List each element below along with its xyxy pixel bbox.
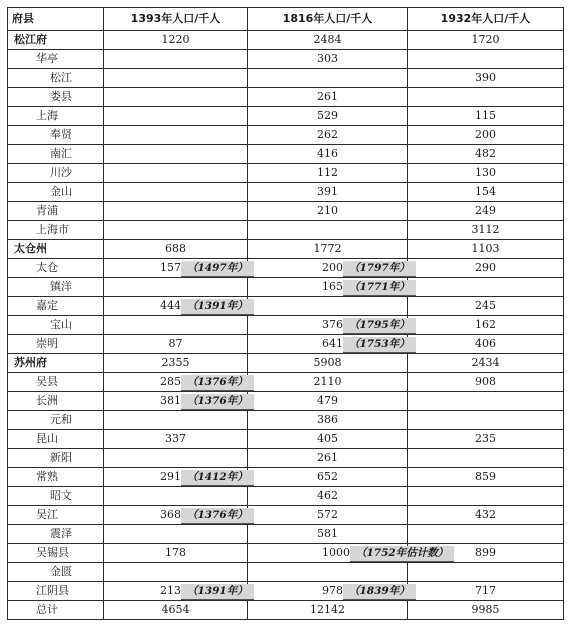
cell-population-1816: [248, 582, 408, 601]
cell-population-1816: [248, 392, 408, 411]
row-name: 昭文: [8, 487, 104, 506]
population-value: 5908: [313, 356, 342, 369]
header-population-1393: 1393年人口/千人: [104, 8, 248, 31]
year-note: （1497年）: [181, 261, 254, 277]
cell-population-1393: [104, 202, 248, 221]
population-value: 3112: [471, 223, 500, 236]
table-row: [8, 449, 564, 468]
population-value: 859: [475, 470, 496, 483]
table-row: [8, 582, 564, 601]
cell-population-1816: [248, 373, 408, 392]
header-population-1816: 1816年人口/千人: [248, 8, 408, 31]
population-value: 261: [317, 451, 338, 464]
cell-population-1932: [408, 145, 564, 164]
table-row: [8, 278, 564, 297]
population-value: 291: [160, 470, 181, 483]
cell-population-1932: [408, 392, 564, 411]
cell-population-1393: [104, 525, 248, 544]
cell-population-1816: [248, 107, 408, 126]
row-name: 昆山: [8, 430, 104, 449]
table-row: [8, 145, 564, 164]
cell-population-1932: [408, 278, 564, 297]
cell-population-1816: [248, 544, 449, 563]
table-row: [8, 354, 564, 373]
cell-population-1816: [248, 50, 408, 69]
population-value: 1103: [471, 242, 500, 255]
cell-population-1816: [248, 316, 408, 335]
cell-population-1393: [104, 183, 248, 202]
cell-population-1393: [104, 145, 248, 164]
population-value: 162: [475, 318, 496, 331]
table-row: [8, 107, 564, 126]
cell-population-1816: [248, 164, 408, 183]
table-row: [8, 126, 564, 145]
cell-population-1393: [104, 240, 248, 259]
table-row: [8, 506, 564, 525]
population-value: 157: [160, 261, 181, 274]
cell-population-1393: [104, 373, 248, 392]
row-name: 奉贤: [8, 126, 104, 145]
row-name: 川沙: [8, 164, 104, 183]
cell-population-1816: [248, 411, 408, 430]
table-row: [8, 430, 564, 449]
cell-population-1932: [408, 582, 564, 601]
population-value: 1220: [161, 33, 190, 46]
cell-population-1816: [248, 88, 408, 107]
row-name: 宝山: [8, 316, 104, 335]
population-value: 112: [317, 166, 338, 179]
cell-population-1932: [408, 430, 564, 449]
population-value: 462: [317, 489, 338, 502]
cell-population-1932: [408, 563, 564, 582]
table-row: [8, 31, 564, 50]
cell-population-1393: [104, 69, 248, 88]
header-row: [8, 8, 564, 31]
population-value: 482: [475, 147, 496, 160]
cell-population-1393: [104, 430, 248, 449]
table-row: [8, 487, 564, 506]
cell-population-1393: [104, 126, 248, 145]
population-value: 115: [475, 109, 496, 122]
row-name: 吴县: [8, 373, 104, 392]
row-name: 元和: [8, 411, 104, 430]
cell-population-1393: [104, 31, 248, 50]
cell-population-1393: [104, 316, 248, 335]
year-note: （1412年）: [181, 470, 254, 486]
cell-population-1393: [104, 563, 248, 582]
row-name: 江阴县: [8, 582, 104, 601]
population-value: 2434: [471, 356, 500, 369]
cell-population-1932: [408, 202, 564, 221]
cell-population-1816: [248, 221, 408, 240]
population-value: 444: [160, 299, 181, 312]
cell-population-1393: [104, 164, 248, 183]
cell-population-1932: [408, 487, 564, 506]
population-value: 87: [168, 337, 183, 350]
population-value: 381: [160, 394, 181, 407]
population-value: 405: [317, 432, 338, 445]
table-row: [8, 240, 564, 259]
population-value: 235: [475, 432, 496, 445]
population-value: 262: [317, 128, 338, 141]
cell-population-1816: [248, 240, 408, 259]
row-name: 新阳: [8, 449, 104, 468]
row-name: 崇明: [8, 335, 104, 354]
cell-population-1816: [248, 259, 408, 278]
cell-population-1932: [408, 525, 564, 544]
table-row: [8, 50, 564, 69]
table-row: [8, 411, 564, 430]
population-value: 641: [322, 337, 343, 350]
population-value: 2110: [313, 375, 342, 388]
row-name: 吴江: [8, 506, 104, 525]
population-value: 432: [475, 508, 496, 521]
cell-population-1393: [104, 601, 248, 620]
table-row: [8, 335, 564, 354]
population-value: 390: [475, 71, 496, 84]
row-name: 长洲: [8, 392, 104, 411]
row-name: 苏州府: [8, 354, 104, 373]
cell-population-1816: [248, 563, 408, 582]
table-row: [8, 259, 564, 278]
population-value: 261: [317, 90, 338, 103]
population-table-sheet: [7, 7, 563, 619]
population-value: 1772: [313, 242, 342, 255]
cell-population-1393: [104, 411, 248, 430]
cell-population-1816: [248, 449, 408, 468]
cell-population-1932: [408, 31, 564, 50]
population-value: 386: [317, 413, 338, 426]
row-name: 华亭: [8, 50, 104, 69]
header-population-1932: 1932年人口/千人: [408, 8, 564, 31]
population-value: 12142: [310, 603, 345, 616]
cell-population-1932: [408, 316, 564, 335]
population-value: 908: [475, 375, 496, 388]
population-value: 717: [475, 584, 496, 597]
table-row: [8, 221, 564, 240]
population-value: 416: [317, 147, 338, 160]
row-name: 吴锡县: [8, 544, 104, 563]
cell-population-1816: [248, 601, 408, 620]
population-value: 200: [475, 128, 496, 141]
cell-population-1816: [248, 468, 408, 487]
cell-population-1932: [408, 126, 564, 145]
population-value: 1720: [471, 33, 500, 46]
cell-population-1932: [408, 506, 564, 525]
cell-population-1393: [104, 88, 248, 107]
population-value: 200: [322, 261, 343, 274]
population-value: 688: [165, 242, 186, 255]
population-value: 376: [322, 318, 343, 331]
population-value: 165: [322, 280, 343, 293]
row-name: 松江: [8, 69, 104, 88]
population-value: 479: [317, 394, 338, 407]
cell-population-1393: [104, 449, 248, 468]
cell-population-1816: [248, 430, 408, 449]
year-note: （1797年）: [343, 261, 416, 277]
cell-population-1816: [248, 506, 408, 525]
cell-population-1393: [104, 107, 248, 126]
cell-population-1816: [248, 525, 408, 544]
cell-population-1816: [248, 69, 408, 88]
population-value: 1000: [322, 546, 350, 559]
row-name: 金山: [8, 183, 104, 202]
year-note: （1839年）: [343, 584, 416, 600]
cell-population-1932: [408, 411, 564, 430]
cell-population-1816: [248, 126, 408, 145]
population-table: [7, 7, 564, 620]
cell-population-1932: [408, 601, 564, 620]
table-row: [8, 164, 564, 183]
year-note: （1376年）: [181, 375, 254, 391]
row-name: 上海: [8, 107, 104, 126]
population-value: 285: [160, 375, 181, 388]
year-note: （1795年）: [343, 318, 416, 334]
row-name: 太仓州: [8, 240, 104, 259]
header-prefecture-county: 府县: [8, 8, 104, 31]
table-row: [8, 88, 564, 107]
cell-population-1816: [248, 297, 408, 316]
row-name: 常熟: [8, 468, 104, 487]
cell-population-1393: [104, 582, 248, 601]
population-value: 899: [475, 546, 496, 559]
row-name: 上海市: [8, 221, 104, 240]
cell-population-1932: [408, 259, 564, 278]
population-value: 154: [475, 185, 496, 198]
row-name: 金匮: [8, 563, 104, 582]
cell-population-1816: [248, 183, 408, 202]
cell-population-1932: [408, 240, 564, 259]
population-value: 581: [317, 527, 338, 540]
row-name: 总计: [8, 601, 104, 620]
cell-population-1816: [248, 31, 408, 50]
year-note: （1376年）: [181, 394, 254, 410]
population-value: 406: [475, 337, 496, 350]
cell-population-1932: [408, 221, 564, 240]
population-value: 572: [317, 508, 338, 521]
population-value: 337: [165, 432, 186, 445]
table-row: [8, 316, 564, 335]
year-note: （1753年）: [343, 337, 416, 353]
table-row: [8, 468, 564, 487]
cell-population-1393: [104, 50, 248, 69]
year-note: （1391年）: [181, 299, 254, 315]
year-note: （1391年）: [181, 584, 254, 600]
cell-population-1393: [104, 278, 248, 297]
cell-population-1932: [408, 335, 564, 354]
cell-population-1816: [248, 354, 408, 373]
population-value: 978: [322, 584, 343, 597]
cell-population-1393: [104, 506, 248, 525]
table-row: [8, 392, 564, 411]
year-note: （1771年）: [343, 280, 416, 296]
row-name: 太仓: [8, 259, 104, 278]
cell-population-1932: [408, 50, 564, 69]
cell-population-1393: [104, 297, 248, 316]
population-value: 368: [160, 508, 181, 521]
row-name: 嘉定: [8, 297, 104, 316]
cell-population-1393: [104, 544, 248, 563]
cell-population-1393: [104, 335, 248, 354]
population-value: 249: [475, 204, 496, 217]
population-value: 130: [475, 166, 496, 179]
table-body: [8, 31, 564, 620]
row-name: 松江府: [8, 31, 104, 50]
table-row: [8, 601, 564, 620]
cell-population-1932: [408, 164, 564, 183]
table-row: [8, 69, 564, 88]
cell-population-1932: [408, 107, 564, 126]
population-value: 9985: [471, 603, 500, 616]
population-value: 210: [317, 204, 338, 217]
cell-population-1932: [408, 88, 564, 107]
population-value: 4654: [161, 603, 190, 616]
population-value: 2484: [313, 33, 342, 46]
population-value: 290: [475, 261, 496, 274]
table-row: [8, 183, 564, 202]
population-value: 303: [317, 52, 338, 65]
cell-population-1393: [104, 468, 248, 487]
table-row: [8, 563, 564, 582]
cell-population-1816: [248, 202, 408, 221]
population-value: 391: [317, 185, 338, 198]
year-note: （1752年估计数）: [350, 546, 454, 562]
cell-population-1816: [248, 335, 408, 354]
table-row: [8, 525, 564, 544]
row-name: 震泽: [8, 525, 104, 544]
cell-population-1393: [104, 221, 248, 240]
cell-population-1393: [104, 354, 248, 373]
population-value: 178: [165, 546, 186, 559]
population-value: 2355: [161, 356, 190, 369]
row-name: 镇洋: [8, 278, 104, 297]
cell-population-1393: [104, 487, 248, 506]
cell-population-1816: [248, 145, 408, 164]
row-name: 青浦: [8, 202, 104, 221]
population-value: 245: [475, 299, 496, 312]
population-value: 213: [160, 584, 181, 597]
cell-population-1932: [408, 373, 564, 392]
cell-population-1393: [104, 392, 248, 411]
cell-population-1932: [408, 354, 564, 373]
population-value: 529: [317, 109, 338, 122]
population-value: 652: [317, 470, 338, 483]
cell-population-1816: [248, 278, 408, 297]
table-row: [8, 373, 564, 392]
cell-population-1932: [408, 449, 564, 468]
cell-population-1932: [408, 69, 564, 88]
row-name: 南汇: [8, 145, 104, 164]
cell-population-1932: [408, 468, 564, 487]
table-row: [8, 297, 564, 316]
cell-population-1932: [408, 183, 564, 202]
table-row: [8, 544, 564, 563]
cell-population-1932: [408, 297, 564, 316]
year-note: （1376年）: [181, 508, 254, 524]
row-name: 娄县: [8, 88, 104, 107]
table-row: [8, 202, 564, 221]
cell-population-1393: [104, 259, 248, 278]
cell-population-1816: [248, 487, 408, 506]
